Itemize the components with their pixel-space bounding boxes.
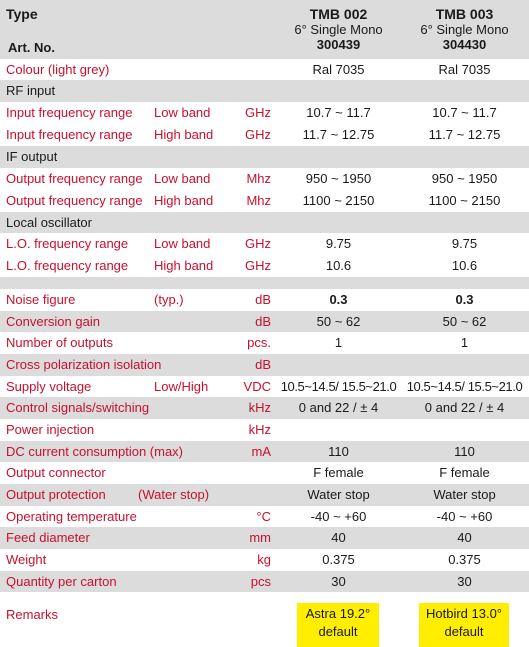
row-unit: kHz xyxy=(248,422,271,437)
value-model-1: Water stop xyxy=(307,487,370,502)
row-label: Output connector xyxy=(6,465,106,480)
value-model-1: 110 xyxy=(328,444,349,459)
value-model-2: Ral 7035 xyxy=(438,62,491,77)
value-model-1: 50 ~ 62 xyxy=(316,314,361,329)
table-row xyxy=(0,190,529,212)
remark-line: default xyxy=(444,624,484,639)
value-model-2: 9.75 xyxy=(451,236,478,251)
row-band: Low band xyxy=(154,105,211,120)
model-name: TMB 002 xyxy=(309,6,368,22)
table-row xyxy=(0,102,529,124)
remark-line: default xyxy=(318,624,358,639)
table-row xyxy=(0,311,529,332)
section-row xyxy=(0,80,529,102)
value-model-1: 0.375 xyxy=(322,552,355,567)
value-model-2: 950 ~ 1950 xyxy=(431,171,498,186)
value-model-1: 30 xyxy=(331,574,346,589)
row-label: L.O. frequency range xyxy=(6,236,129,251)
table-row xyxy=(0,233,529,255)
row-unit: mA xyxy=(251,444,271,459)
spacer-row xyxy=(0,277,529,289)
section-label: RF input xyxy=(6,83,56,98)
row-unit: VDC xyxy=(243,379,271,394)
row-unit: dB xyxy=(255,314,271,329)
row-band: High band xyxy=(154,193,214,208)
row-label: Feed diameter xyxy=(6,530,90,545)
row-label: Cross polarization isolation xyxy=(6,357,162,372)
section-row xyxy=(0,146,529,168)
value-model-2: Water stop xyxy=(433,487,496,502)
value-model-2: 0 and 22 / ± 4 xyxy=(424,400,505,415)
model-column-1 xyxy=(276,6,401,52)
row-unit: GHz xyxy=(245,236,271,251)
table-row xyxy=(0,397,529,419)
row-label: Input frequency range xyxy=(6,127,133,142)
value-model-2: 10.7 ~ 11.7 xyxy=(432,105,497,120)
table-row xyxy=(0,527,529,549)
table-row xyxy=(0,571,529,592)
model-desc: 6° Single Mono xyxy=(420,22,509,37)
row-label: Quantity per carton xyxy=(6,574,117,589)
row-label: Operating temperature xyxy=(6,509,137,524)
row-band: (typ.) xyxy=(154,292,184,307)
value-model-1: 40 xyxy=(331,530,346,545)
row-band: High band xyxy=(154,258,214,273)
table-row xyxy=(0,419,529,441)
section-row xyxy=(0,212,529,233)
row-unit: dB xyxy=(255,357,271,372)
value-model-2: 10.5~14.5/ 15.5~21.0 xyxy=(406,379,523,394)
row-label: Supply voltage xyxy=(6,379,92,394)
row-label: Noise figure xyxy=(6,292,76,307)
artno-label: Art. No. xyxy=(8,40,55,55)
row-unit: kHz xyxy=(248,400,271,415)
value-model-2: 11.7 ~ 12.75 xyxy=(428,127,501,142)
model-artno: 304430 xyxy=(442,37,487,52)
remark-highlight-model-1 xyxy=(297,603,379,647)
row-label: Output frequency range xyxy=(6,171,143,186)
row-label: Colour (light grey) xyxy=(6,62,110,77)
row-band: Low/High xyxy=(154,379,209,394)
value-model-2: -40 ~ +60 xyxy=(436,509,493,524)
row-label: Output frequency range xyxy=(6,193,143,208)
row-label: DC current consumption (max) xyxy=(6,444,183,459)
value-model-1: 1100 ~ 2150 xyxy=(302,193,375,208)
value-model-2: 50 ~ 62 xyxy=(442,314,487,329)
value-model-2: 40 xyxy=(457,530,472,545)
row-label: Control signals/switching xyxy=(6,400,150,415)
value-model-2: 30 xyxy=(457,574,472,589)
table-row xyxy=(0,255,529,277)
model-artno: 300439 xyxy=(316,37,361,52)
value-model-1: 10.7 ~ 11.7 xyxy=(306,105,371,120)
value-model-2: 10.6 xyxy=(451,258,478,273)
remark-line: Hotbird 13.0° xyxy=(425,606,503,621)
value-model-2: 1100 ~ 2150 xyxy=(428,193,501,208)
row-unit: GHz xyxy=(245,258,271,273)
type-label: Type xyxy=(6,6,38,22)
row-unit: °C xyxy=(256,509,271,524)
row-label: Number of outputs xyxy=(6,335,113,350)
table-row xyxy=(0,441,529,462)
row-unit: GHz xyxy=(245,105,271,120)
table-row xyxy=(0,376,529,397)
value-model-1: 0.3 xyxy=(329,292,348,307)
value-model-1: 9.75 xyxy=(325,236,352,251)
row-unit: GHz xyxy=(245,127,271,142)
table-row xyxy=(0,549,529,571)
table-row xyxy=(0,484,529,506)
value-model-1: 10.6 xyxy=(325,258,352,273)
row-unit: Mhz xyxy=(246,171,271,186)
value-model-1: 950 ~ 1950 xyxy=(305,171,372,186)
table-row xyxy=(0,124,529,146)
row-unit: kg xyxy=(257,552,271,567)
value-model-2: 0.375 xyxy=(448,552,481,567)
row-label: L.O. frequency range xyxy=(6,258,129,273)
row-label: Conversion gain xyxy=(6,314,100,329)
row-label: Power injection xyxy=(6,422,95,437)
value-model-1: 0 and 22 / ± 4 xyxy=(298,400,379,415)
value-model-1: F female xyxy=(313,465,364,480)
value-model-2: F female xyxy=(439,465,490,480)
row-band: Low band xyxy=(154,171,211,186)
table-header xyxy=(0,0,529,59)
row-band: (Water stop) xyxy=(138,487,210,502)
table-row xyxy=(0,332,529,354)
table-row xyxy=(0,168,529,190)
value-model-1: 1 xyxy=(334,335,343,350)
remark-highlight-model-2 xyxy=(419,603,509,647)
value-model-1: 10.5~14.5/ 15.5~21.0 xyxy=(280,379,397,394)
model-column-2 xyxy=(402,6,527,52)
table-row xyxy=(0,462,529,484)
value-model-1: 11.7 ~ 12.75 xyxy=(302,127,375,142)
row-band: Low band xyxy=(154,236,211,251)
value-model-1: Ral 7035 xyxy=(312,62,365,77)
row-unit: dB xyxy=(255,292,271,307)
row-label: Weight xyxy=(6,552,47,567)
row-label: Remarks xyxy=(6,607,59,622)
row-band: High band xyxy=(154,127,214,142)
value-model-1: -40 ~ +60 xyxy=(310,509,367,524)
model-desc: 6° Single Mono xyxy=(294,22,383,37)
row-unit: mm xyxy=(249,530,271,545)
table-row xyxy=(0,506,529,527)
row-unit: pcs. xyxy=(247,335,271,350)
table-row xyxy=(0,354,529,376)
value-model-2: 1 xyxy=(460,335,469,350)
row-label: Input frequency range xyxy=(6,105,133,120)
row-label: Output protection xyxy=(6,487,106,502)
value-model-2: 0.3 xyxy=(455,292,474,307)
row-unit: Mhz xyxy=(246,193,271,208)
model-name: TMB 003 xyxy=(435,6,494,22)
value-model-2: 110 xyxy=(454,444,475,459)
section-label: Local oscillator xyxy=(6,215,92,230)
section-label: IF output xyxy=(6,149,58,164)
row-unit: pcs xyxy=(250,574,271,589)
table-row xyxy=(0,289,529,311)
remark-line: Astra 19.2° xyxy=(305,606,371,621)
table-row xyxy=(0,59,529,80)
